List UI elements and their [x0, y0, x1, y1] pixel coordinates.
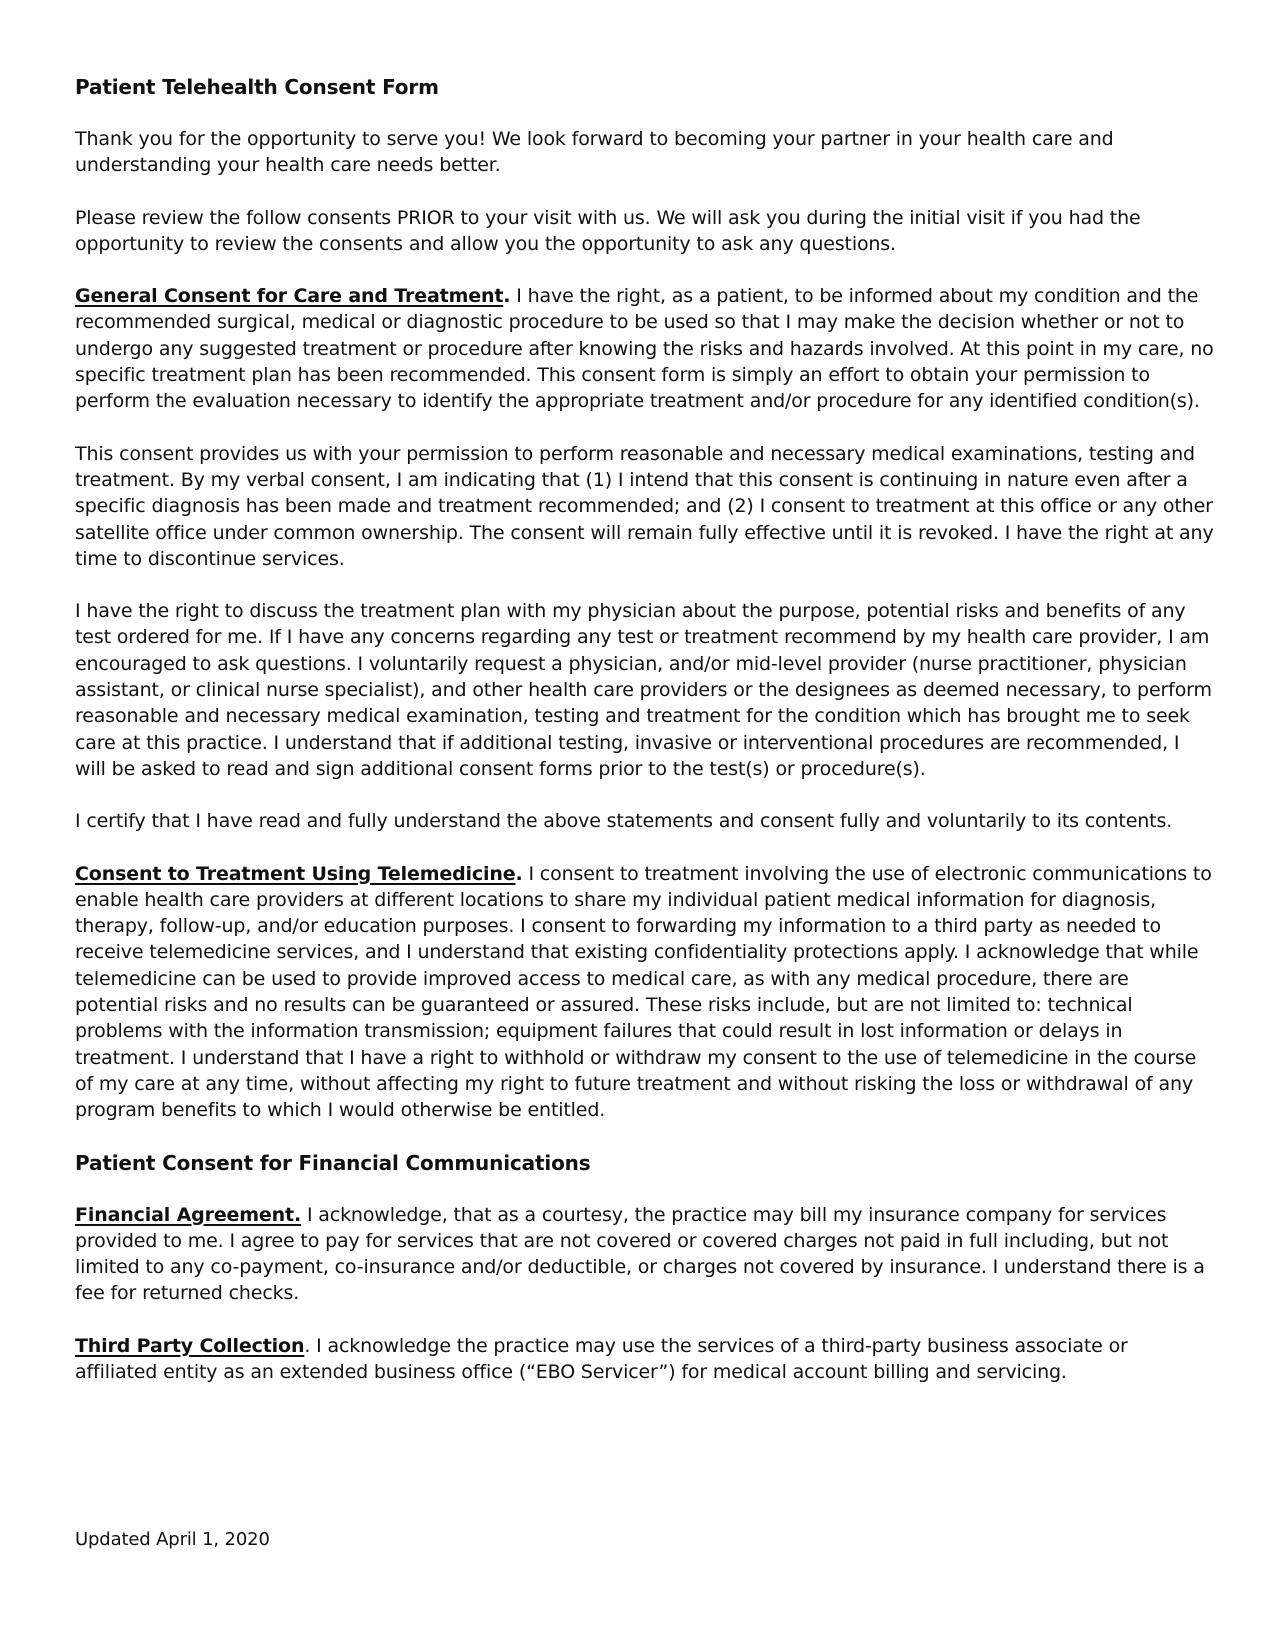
third-party-collection-text: . I acknowledge the practice may use the services of a third-party business associate or affiliated entity as an extended business office (“EBO Servicer”) for medical account billing and servicing.	[75, 1334, 1128, 1383]
telemedicine-consent-heading-period: .	[515, 862, 523, 885]
general-consent-heading-period: .	[503, 285, 511, 308]
general-consent-paragraph	[75, 283, 1215, 414]
third-party-collection-paragraph	[75, 1333, 1215, 1386]
document-body	[75, 74, 1215, 1411]
form-title: Patient Telehealth Consent Form	[75, 75, 439, 99]
certify-paragraph: I certify that I have read and fully understand the above statements and consent fully and voluntarily to its contents.	[75, 810, 1173, 833]
footer-updated-date: Updated April 1, 2020	[75, 1529, 270, 1550]
financial-agreement-paragraph	[75, 1202, 1215, 1307]
rights-paragraph: I have the right to discuss the treatment plan with my physician about the purpose, potential risks and benefits of any test ordered for me. If I have any concerns regarding any test or treatment recommend by my health care provider, I am encouraged to ask questions. I voluntarily request a physician, and/or mid-level provider (nurse practitioner, physician assistant, or clinical nurse specialist), and other health care providers or the designees as deemed necessary, to perform reasonable and necessary medical examination, testing and treatment for the condition which has brought me to seek care at this practice. I understand that if additional testing, invasive or interventional procedures are recommended, I will be asked to read and sign additional consent forms prior to the test(s) or procedure(s).	[75, 600, 1212, 780]
general-consent-text: I have the right, as a patient, to be informed about my condition and the recommended surgical, medical or diagnostic procedure to be used so that I may make the decision whether or not to undergo any suggested treatment or procedure after knowing the risks and hazards involved. At this point in my care, no specific treatment plan has been recommended. This consent form is simply an effort to obtain your permission to perform the evaluation necessary to identify the appropriate treatment and/or procedure for any identified condition(s).	[75, 285, 1214, 413]
financial-agreement-heading: Financial Agreement.	[75, 1203, 302, 1226]
permission-paragraph: This consent provides us with your permission to perform reasonable and necessary medical examinations, testing and treatment. By my verbal consent, I am indicating that (1) I intend that this consent is continuing in nature even after a specific diagnosis has been made and treatment recommended; and (2) I consent to treatment at this office or any other satellite office under common ownership. The consent will remain fully effective until it is revoked. I have the right at any time to discontinue services.	[75, 442, 1214, 570]
intro-paragraph-2: Please review the follow consents PRIOR to your visit with us. We will ask you during the initial visit if you had the opportunity to review the consents and allow you the opportunity to ask any questions.	[75, 206, 1141, 255]
intro-paragraph-1: Thank you for the opportunity to serve you! We look forward to becoming your partner in your health care and understanding your health care needs better.	[75, 128, 1114, 177]
general-consent-heading: General Consent for Care and Treatment	[75, 285, 504, 308]
financial-section-heading: Patient Consent for Financial Communications	[75, 1150, 591, 1175]
telemedicine-consent-text: I consent to treatment involving the use of electronic communications to enable health care providers at different locations to share my individual patient medical information for diagnosis, therapy, follow-up, and/or education purposes. I consent to forwarding my information to a third party as needed to receive telemedicine services, and I understand that existing confidentiality protections apply. I acknowledge that while telemedicine can be used to provide improved access to medical care, as with any medical procedure, there are potential risks and no results can be guaranteed or assured. These risks include, but are not limited to: technical problems with the information transmission; equipment failures that could result in lost information or delays in treatment. I understand that I have a right to withhold or withdraw my consent to the use of telemedicine in the course of my care at any time, without affecting my right to future treatment and without risking the loss or withdrawal of any program benefits to which I would otherwise be entitled.	[75, 862, 1212, 1122]
telemedicine-consent-heading: Consent to Treatment Using Telemedicine	[75, 862, 516, 885]
financial-agreement-text: I acknowledge, that as a courtesy, the practice may bill my insurance company for services provided to me. I agree to pay for services that are not covered or covered charges not paid in full including, but not limited to any co-payment, co-insurance and/or deductible, or charges not covered by insurance. I understand there is a fee for returned checks.	[75, 1203, 1205, 1305]
telemedicine-consent-paragraph	[75, 861, 1215, 1124]
third-party-collection-heading: Third Party Collection	[75, 1334, 305, 1357]
